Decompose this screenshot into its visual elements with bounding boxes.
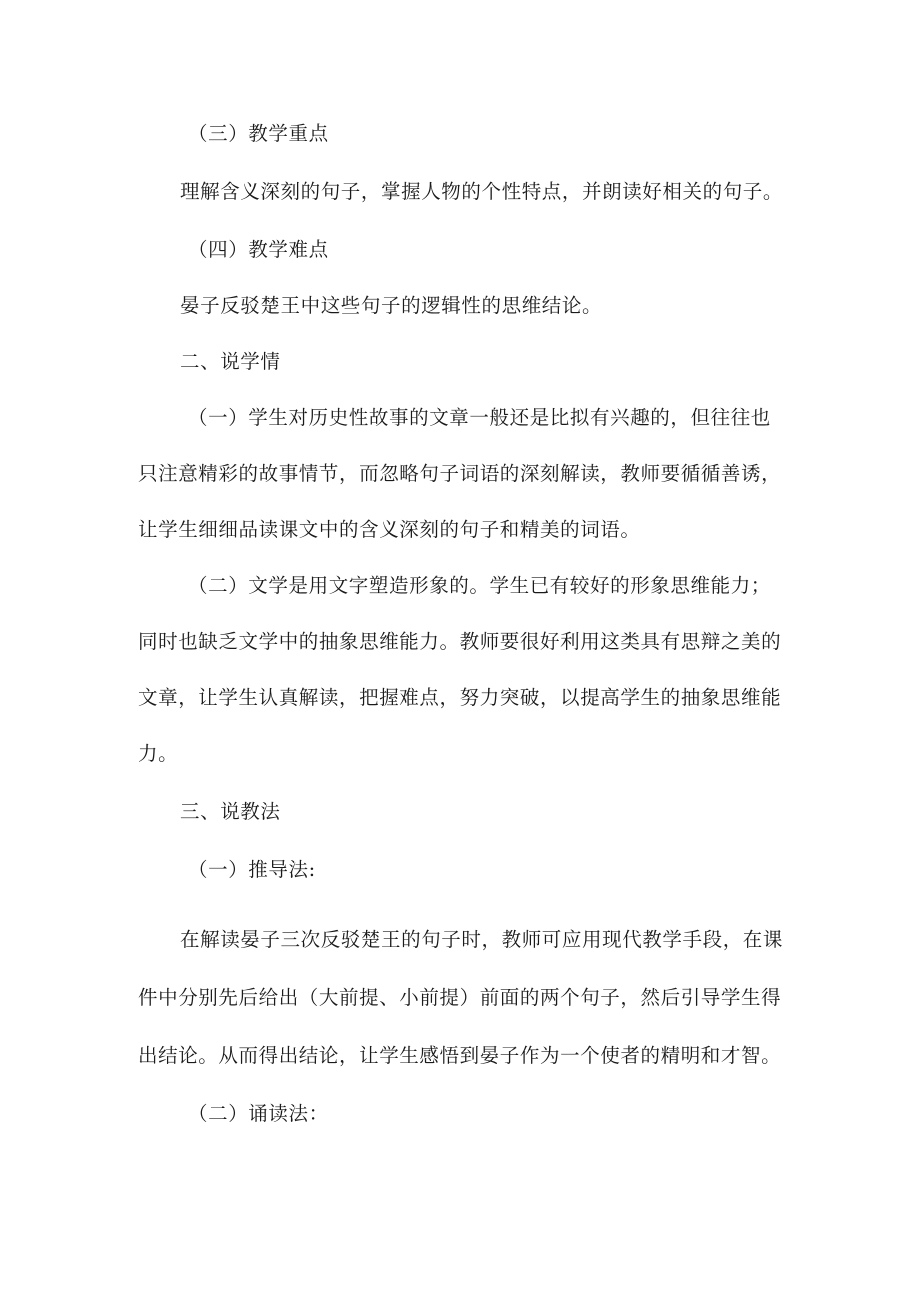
section-heading-teaching-methods: 三、说教法 <box>180 800 281 823</box>
heading-teaching-difficulty: （四）教学难点 <box>188 238 329 261</box>
paragraph-line: 出结论。从而得出结论，让学生感悟到晏子作为一个使者的精明和才智。 <box>138 1044 782 1067</box>
paragraph-line: 同时也缺乏文学中的抽象思维能力。教师要很好利用这类具有思辩之美的 <box>138 630 782 653</box>
paragraph-line: （二）文学是用文字塑造形象的。学生已有较好的形象思维能力； <box>188 574 771 597</box>
paragraph-line: 件中分别先后给出（大前提、小前提）前面的两个句子，然后引导学生得 <box>138 986 782 1009</box>
paragraph-line: 力。 <box>138 742 179 765</box>
paragraph-line: （一）学生对历史性故事的文章一般还是比拟有兴趣的，但往往也 <box>188 406 771 429</box>
heading-teaching-focus: （三）教学重点 <box>188 122 329 145</box>
section-heading-learning-situation: 二、说学情 <box>180 350 281 373</box>
paragraph-line: 文章，让学生认真解读，把握难点，努力突破，以提高学生的抽象思维能 <box>138 686 782 709</box>
paragraph-line: 晏子反驳楚王中这些句子的逻辑性的思维结论。 <box>180 294 603 317</box>
heading-derivation-method: （一）推导法: <box>188 858 316 881</box>
paragraph-line: 让学生细细品读课文中的含义深刻的句子和精美的词语。 <box>138 518 641 541</box>
paragraph-line: 理解含义深刻的句子，掌握人物的个性特点，并朗读好相关的句子。 <box>180 180 784 203</box>
paragraph-line: 只注意精彩的故事情节，而忽略句子词语的深刻解读，教师要循循善诱， <box>138 462 782 485</box>
heading-recitation-method: （二）诵读法： <box>188 1102 329 1125</box>
paragraph-line: 在解读晏子三次反驳楚王的句子时，教师可应用现代教学手段，在课 <box>180 928 784 951</box>
